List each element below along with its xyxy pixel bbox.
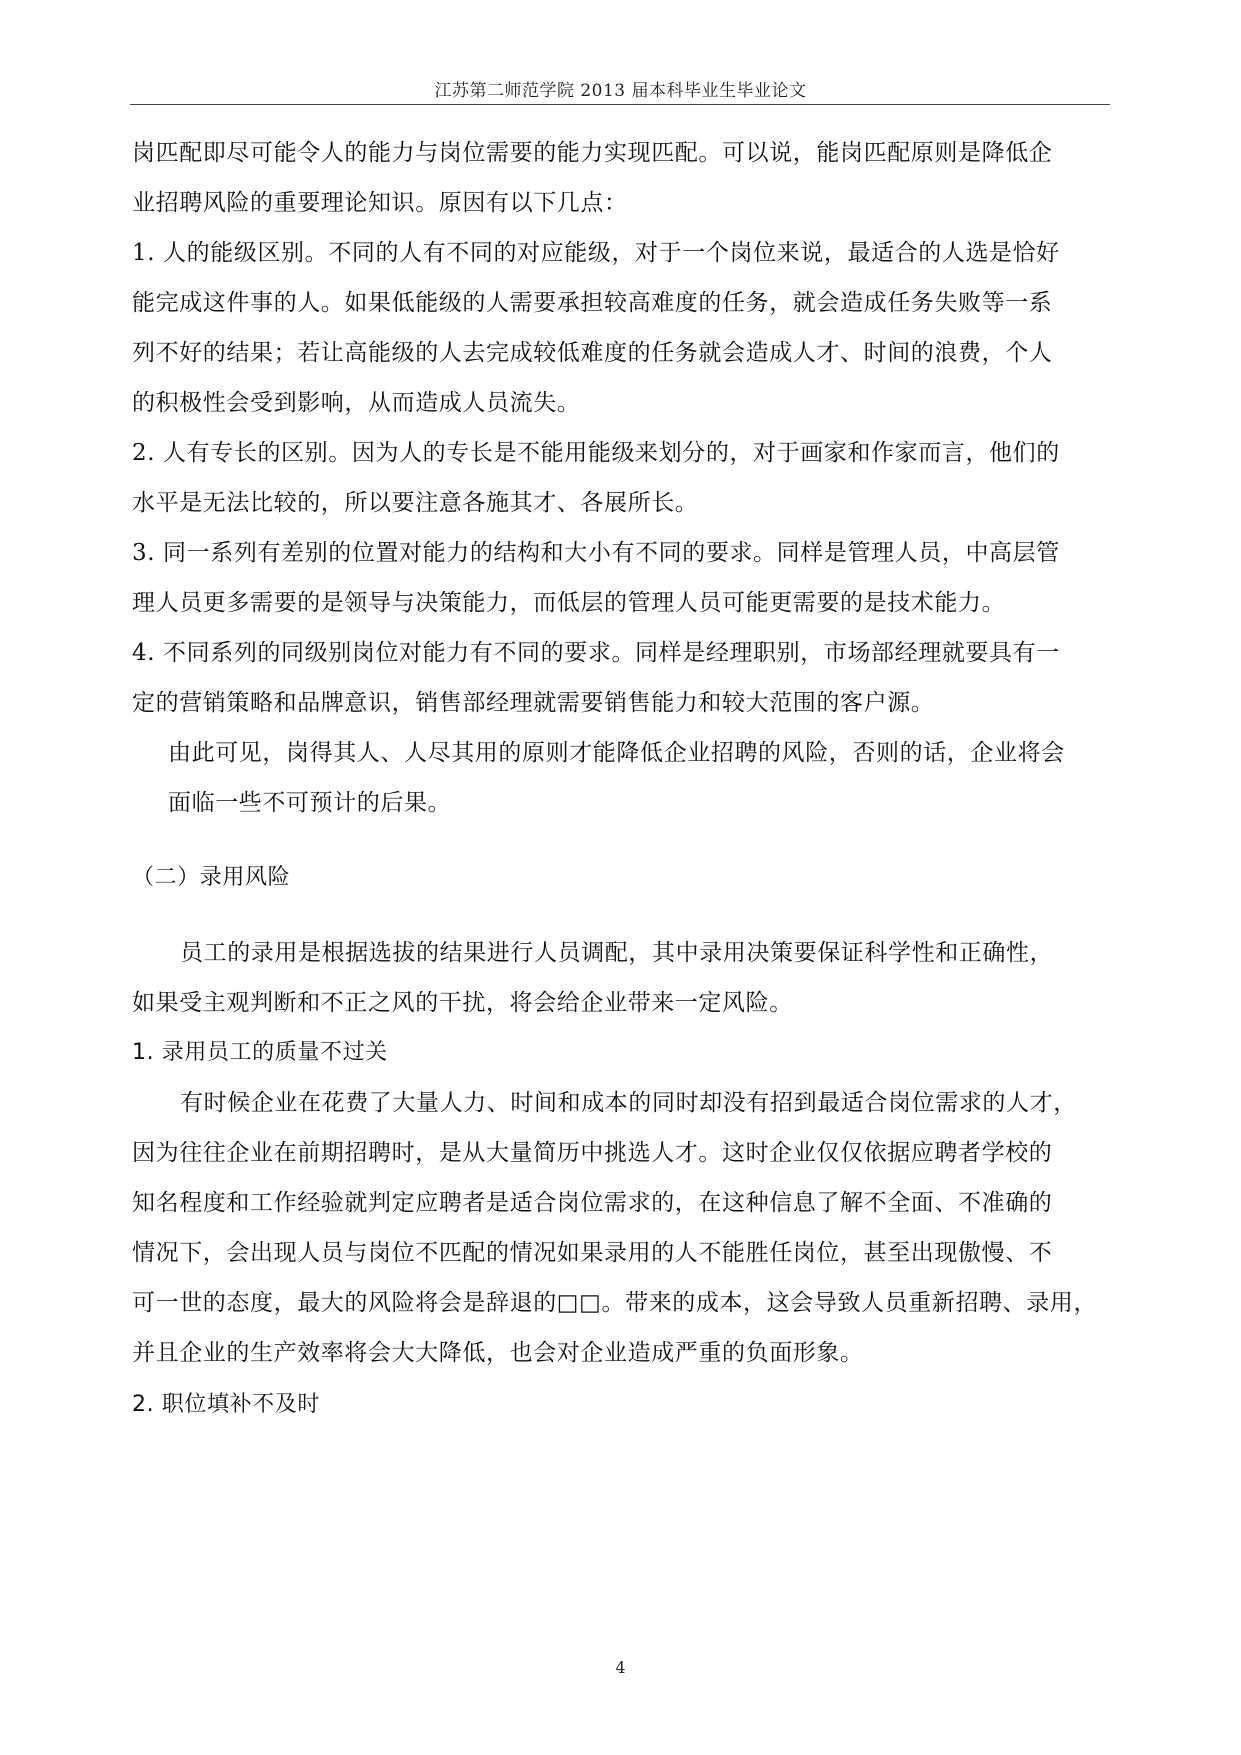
list-item-3: 3. 同一系列有差别的位置对能力的结构和大小有不同的要求。同样是管理人员，中高层管 [132, 540, 1060, 566]
header-rule [130, 104, 1110, 105]
list-item-2: 2. 人有专长的区别。因为人的专长是不能用能级来划分的，对于画家和作家而言，他们的 [132, 440, 1060, 466]
subsection-heading: 1. 录用员工的质量不过关 [132, 1040, 388, 1065]
body-line: 列不好的结果；若让高能级的人去完成较低难度的任务就会造成人才、时间的浪费，个人 [132, 340, 1053, 366]
body-line: 员工的录用是根据选拔的结果进行人员调配，其中录用决策要保证科学性和正确性， [180, 940, 1054, 966]
body-line: 并且企业的生产效率将会大大降低，也会对企业造成严重的负面形象。 [132, 1340, 864, 1366]
body-line: 知名程度和工作经验就判定应聘者是适合岗位需求的，在这种信息了解不全面、不准确的 [132, 1190, 1053, 1216]
body-line: 有时候企业在花费了大量人力、时间和成本的同时却没有招到最适合岗位需求的人才， [180, 1090, 1077, 1116]
running-header: 江苏第二师范学院 2013 届本科毕业生毕业论文 [434, 81, 807, 101]
list-item-1: 1. 人的能级区别。不同的人有不同的对应能级，对于一个岗位来说，最适合的人选是恰好 [132, 240, 1060, 266]
body-line: 定的营销策略和品牌意识，销售部经理就需要销售能力和较大范围的客户源。 [132, 690, 935, 716]
body-line: 如果受主观判断和不正之风的干扰，将会给企业带来一定风险。 [132, 990, 793, 1016]
body-line: 水平是无法比较的，所以要注意各施其才、各展所长。 [132, 490, 699, 516]
subsection-heading: 2. 职位填补不及时 [132, 1392, 320, 1417]
body-line: 岗匹配即尽可能令人的能力与岗位需要的能力实现匹配。可以说，能岗匹配原则是降低企 [132, 140, 1053, 166]
body-line: 业招聘风险的重要理论知识。原因有以下几点： [132, 190, 628, 216]
section-heading: （二）录用风险 [132, 865, 291, 890]
body-line: 的积极性会受到影响，从而造成人员流失。 [132, 390, 581, 416]
body-line: 情况下，会出现人员与岗位不匹配的情况如果录用的人不能胜任岗位，甚至出现傲慢、不 [132, 1240, 1053, 1266]
body-line: 因为往往企业在前期招聘时，是从大量简历中挑选人才。这时企业仅仅依据应聘者学校的 [132, 1140, 1053, 1166]
body-line: 理人员更多需要的是领导与决策能力，而低层的管理人员可能更需要的是技术能力。 [132, 590, 1006, 616]
list-item-4: 4. 不同系列的同级别岗位对能力有不同的要求。同样是经理职别，市场部经理就要具有一 [132, 640, 1060, 666]
page-number: 4 [615, 1658, 626, 1677]
body-line: 由此可见，岗得其人、人尽其用的原则才能降低企业招聘的风险，否则的话，企业将会 [168, 740, 1065, 766]
body-line: 可一世的态度，最大的风险将会是辞退的□□。带来的成本，这会导致人员重新招聘、录用， [132, 1290, 1098, 1316]
body-line: 面临一些不可预计的后果。 [168, 790, 452, 816]
body-line: 能完成这件事的人。如果低能级的人需要承担较高难度的任务，就会造成任务失败等一系 [132, 290, 1053, 316]
